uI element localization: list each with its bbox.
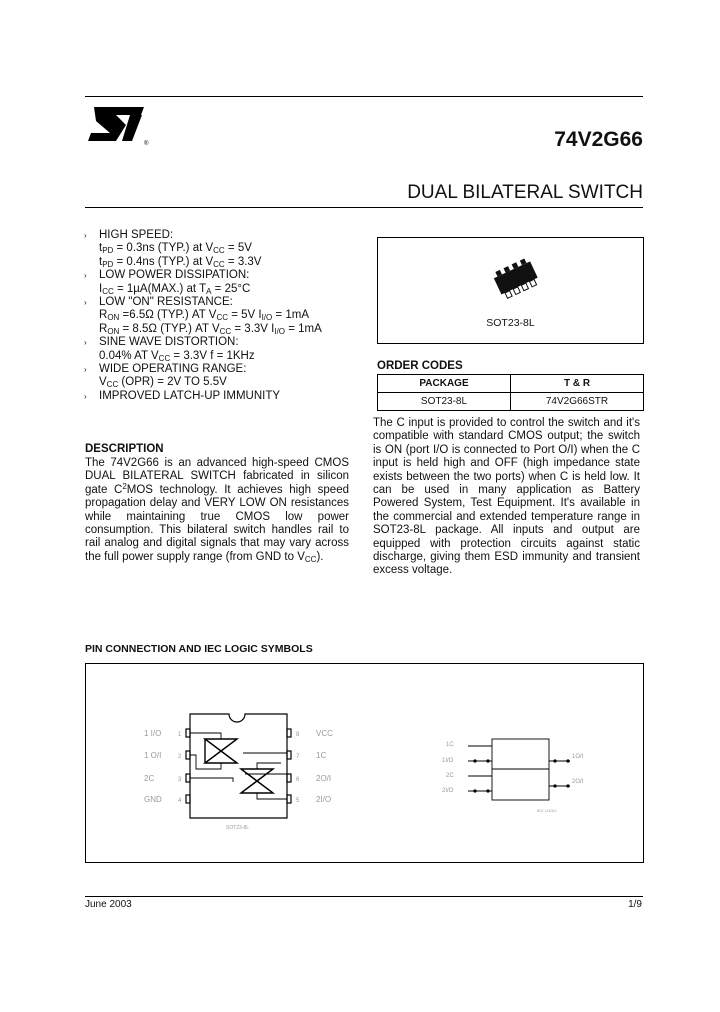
bullet-icon: › [84,298,87,308]
text-fragment: ON [107,326,120,336]
text-fragment: CC [213,259,225,269]
pin-number-7: 7 [296,754,300,760]
package-label: SOT23-8L [486,317,535,329]
text-fragment: 0.04% AT V [99,349,159,362]
logic-input-2c: 2C [446,773,454,779]
text-fragment: R [99,309,108,322]
logic-input-1io: 1I/O [442,758,454,764]
text-fragment: = 8.5Ω (TYP.) AT V [119,322,220,335]
text-fragment: I/O [261,313,273,323]
text-fragment: IMPROVED LATCH-UP IMMUNITY [99,389,281,402]
text-fragment: = 5V [224,242,252,255]
pin-section-title: PIN CONNECTION AND IEC LOGIC SYMBOLS [85,643,313,655]
bullet-icon: › [84,271,87,281]
bullet-icon: › [84,231,87,240]
text-fragment: CC [216,313,228,323]
column-header-tr: T & R [511,375,644,393]
pin-label-6: 2O/I [316,774,332,783]
logic-output-1oi: 1O/I [572,754,584,760]
pin-label-3: 2C [144,774,155,783]
text-fragment: WIDE OPERATING RANGE: [99,363,247,376]
logic-input-1c: 1C [446,742,454,748]
text-fragment: CC [213,246,225,256]
svg-text:®: ® [144,141,149,147]
text-fragment: CC [106,380,119,390]
text-fragment: t [99,242,103,255]
part-number: 74V2G66 [554,128,643,151]
bullet-icon: › [84,338,87,348]
logic-labels [442,742,584,813]
text-fragment: The 74V2G66 is an advanced high-speed CMOS DUAL BILATERAL SWITCH fabricated in silicon gate C [85,457,349,496]
text-fragment: ). [316,550,324,563]
text-fragment: SINE WAVE DISTORTION: [99,336,239,349]
logic-caption: IEC LOGIC [537,808,558,813]
text-fragment: PD [102,246,114,256]
logic-input-2io: 2I/O [442,788,454,794]
text-fragment: I/O [274,326,286,336]
text-fragment: = 3.3V I [231,322,275,335]
cell-package: SOT23-8L [378,393,511,411]
text-fragment: MOS technology. It achieves high speed propagation delay and VERY LOW ON resistances while maintaining true CMOS low power consumption. This bilateral switch handles rail to rail analog and digital signals that may vary across the full power supply range (from GND to V [85,483,349,563]
text-fragment: I [99,282,103,295]
text-fragment: LOW "ON" RESISTANCE: [99,296,233,309]
text-fragment: 2 [122,481,127,491]
bullet-icon: › [84,365,87,375]
text-fragment: LOW POWER DISSIPATION: [99,269,250,282]
text-fragment: A [206,286,212,296]
pin-number-3: 3 [178,777,182,783]
logic-output-2oi: 2O/I [572,779,584,785]
pin-label-5: 2I/O [316,795,332,804]
pin-number-5: 5 [296,798,300,804]
pin-label-2: 1 O/I [144,751,162,760]
text-fragment: = 3.3V f = 1KHz [170,349,255,362]
text-fragment: = 1mA [285,322,322,335]
iec-logic-symbol [468,739,570,800]
pin-label-4: GND [144,795,162,804]
text-fragment: = 25°C [211,282,251,295]
pin-number-1: 1 [178,732,182,738]
pin-label-7: 1C [316,751,327,760]
pin-number-8: 8 [296,732,300,738]
ic-pin-labels [144,729,333,831]
text-fragment: = 1µA(MAX.) at T [113,282,207,295]
text-fragment: CC [158,353,171,363]
text-fragment: = 0.4ns (TYP.) at V [113,255,214,268]
text-fragment: V [99,376,107,389]
description-title: DESCRIPTION [85,443,164,455]
text-fragment: = 0.3ns (TYP.) at V [113,242,214,255]
text-fragment: (OPR) = 2V TO 5.5V [118,376,227,389]
text-fragment: CC [304,554,317,564]
text-fragment: t [99,255,103,268]
pin-label-8: VCC [316,729,333,738]
cell-tr: 74V2G66STR [511,393,644,411]
footer-rule [85,896,643,897]
ic-pin-connection [186,714,291,818]
text-fragment: PD [102,259,114,269]
text-fragment: HIGH SPEED: [99,229,174,241]
text-fragment: The C input is provided to control the switch and it's compatible with standard CMOS output; the switch is ON (port I/O is connected to Port O/I) when the C input is held high and OFF (high impedance state exists between the two ports) when C is held low. It can be used in many application as Battery Powered System, Test Equipment. It's available in the commercial and extended temperature range in SOT23-8L package. All inputs and output are equipped with protection circuits against static discharge, giving them ESD immunity and transient excess voltage. [373,417,640,577]
text-fragment: CC [102,286,114,296]
text-fragment: CC [219,326,232,336]
ic-caption: SOT23-8L [226,825,250,831]
document-subtitle: DUAL BILATERAL SWITCH [407,182,643,203]
pin-number-4: 4 [178,798,182,804]
bullet-icon: › [84,391,87,401]
text-fragment: ON [107,313,120,323]
pin-label-1: 1 I/O [144,729,162,738]
text-fragment: = 1mA [272,309,309,322]
text-fragment: R [99,322,108,335]
pin-number-2: 2 [178,754,182,760]
text-fragment: =6.5Ω (TYP.) AT V [119,309,217,322]
footer-date: June 2003 [85,899,132,910]
page-number: 1/9 [628,899,642,910]
pin-number-6: 6 [296,777,300,783]
text-fragment: = 3.3V [224,255,262,268]
text-fragment: = 5V I [228,309,262,322]
order-codes-title: ORDER CODES [377,360,463,372]
column-header-package: PACKAGE [378,375,511,393]
